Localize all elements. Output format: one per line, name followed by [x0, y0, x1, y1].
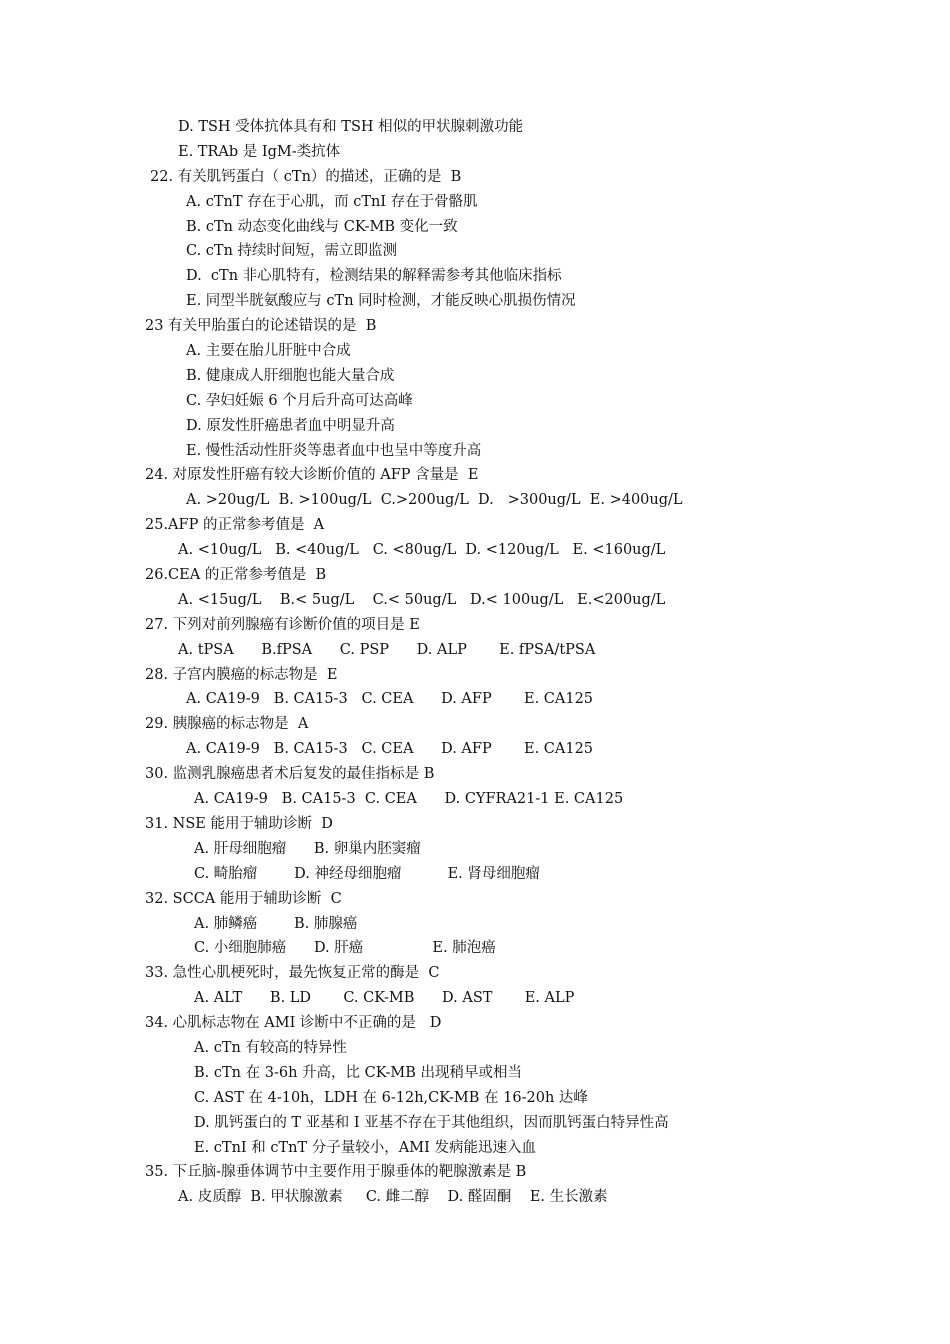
text-line: 24. 对原发性肝癌有较大诊断价值的 AFP 含量是 E — [145, 467, 479, 484]
text-line: 33. 急性心肌梗死时，最先恢复正常的酶是 C — [145, 965, 440, 982]
text-line: B. 健康成人肝细胞也能大量合成 — [186, 367, 395, 384]
text-line: 28. 子宫内膜癌的标志物是 E — [145, 666, 338, 683]
text-line: 35. 下丘脑-腺垂体调节中主要作用于腺垂体的靶腺激素是 B — [145, 1164, 527, 1181]
text-line: E. TRAb 是 IgM-类抗体 — [178, 143, 341, 160]
text-line: 27. 下列对前列腺癌有诊断价值的项目是 E — [145, 616, 420, 633]
text-line: E. 同型半胱氨酸应与 cTn 同时检测，才能反映心肌损伤情况 — [186, 293, 576, 310]
text-line: 29. 胰腺癌的标志物是 A — [145, 716, 309, 733]
text-line: A. CA19-9 B. CA15-3 C. CEA D. AFP E. CA125 — [186, 741, 594, 758]
text-line: 23 有关甲胎蛋白的论述错误的是 B — [145, 318, 377, 335]
text-line: D. TSH 受体抗体具有和 TSH 相似的甲状腺刺激功能 — [178, 119, 524, 135]
text-line: D. cTn 非心肌特有，检测结果的解释需参考其他临床指标 — [186, 268, 562, 285]
text-line: A. ALT B. LD C. CK-MB D. AST E. ALP — [194, 990, 575, 1007]
text-line: A. >20ug/L B. >100ug/L C.>200ug/L D. >300ug/L E. >400ug/L — [186, 492, 683, 509]
text-line: A. 皮质醇 B. 甲状腺激素 C. 雌二醇 D. 醛固酮 E. 生长激素 — [178, 1189, 608, 1206]
text-line: 22. 有关肌钙蛋白（ cTn）的描述，正确的是 B — [150, 168, 462, 185]
text-line: C. 畸胎瘤 D. 神经母细胞瘤 E. 肾母细胞瘤 — [194, 865, 540, 882]
text-line: A. CA19-9 B. CA15-3 C. CEA D. AFP E. CA125 — [186, 691, 594, 708]
text-line: C. 小细胞肺癌 D. 肝癌 E. 肺泡癌 — [194, 940, 496, 957]
text-line: 31. NSE 能用于辅助诊断 D — [145, 815, 333, 832]
text-line: C. 孕妇妊娠 6 个月后升高可达高峰 — [186, 392, 413, 409]
text-line: A. cTnT 存在于心肌，而 cTnI 存在于骨骼肌 — [186, 193, 478, 210]
text-line: A. 肝母细胞瘤 B. 卵巢内胚窦瘤 — [194, 840, 421, 857]
text-line: A. tPSA B.fPSA C. PSP D. ALP E. fPSA/tPSA — [178, 641, 596, 658]
text-line: E. cTnI 和 cTnT 分子量较小，AMI 发病能迅速入血 — [194, 1139, 536, 1156]
text-line: A. cTn 有较高的特异性 — [194, 1039, 347, 1056]
text-line: C. AST 在 4-10h，LDH 在 6-12h,CK-MB 在 16-20h 达峰 — [194, 1089, 588, 1106]
text-line: A. 肺鳞癌 B. 肺腺癌 — [194, 915, 358, 932]
text-line: 26.CEA 的正常参考值是 B — [145, 567, 327, 584]
text-line: B. cTn 在 3-6h 升高，比 CK-MB 出现稍早或相当 — [194, 1064, 523, 1081]
text-line: E. 慢性活动性肝炎等患者血中也呈中等度升高 — [186, 442, 482, 459]
text-line: B. cTn 动态变化曲线与 CK-MB 变化一致 — [186, 218, 458, 235]
text-line: A. <15ug/L B.< 5ug/L C.< 50ug/L D.< 100ug/L E.<200ug/L — [178, 591, 666, 608]
question-list — [0, 115, 950, 1210]
text-line: 25.AFP 的正常参考值是 A — [145, 517, 325, 534]
text-line: 32. SCCA 能用于辅助诊断 C — [145, 890, 342, 907]
text-line: D. 原发性肝癌患者血中明显升高 — [186, 417, 395, 434]
text-line: D. 肌钙蛋白的 T 亚基和 I 亚基不存在于其他组织，因而肌钙蛋白特异性高 — [194, 1114, 669, 1131]
text-line: A. 主要在胎儿肝脏中合成 — [186, 343, 351, 360]
text-line: 30. 监测乳腺癌患者术后复发的最佳指标是 B — [145, 766, 435, 783]
text-line: C. cTn 持续时间短，需立即监测 — [186, 243, 398, 260]
text-line: 34. 心肌标志物在 AMI 诊断中不正确的是 D — [145, 1015, 442, 1032]
text-line: A. <10ug/L B. <40ug/L C. <80ug/L D. <120ug/L E. <160ug/L — [178, 542, 666, 559]
text-line: A. CA19-9 B. CA15-3 C. CEA D. CYFRA21-1 E. CA125 — [194, 791, 624, 808]
